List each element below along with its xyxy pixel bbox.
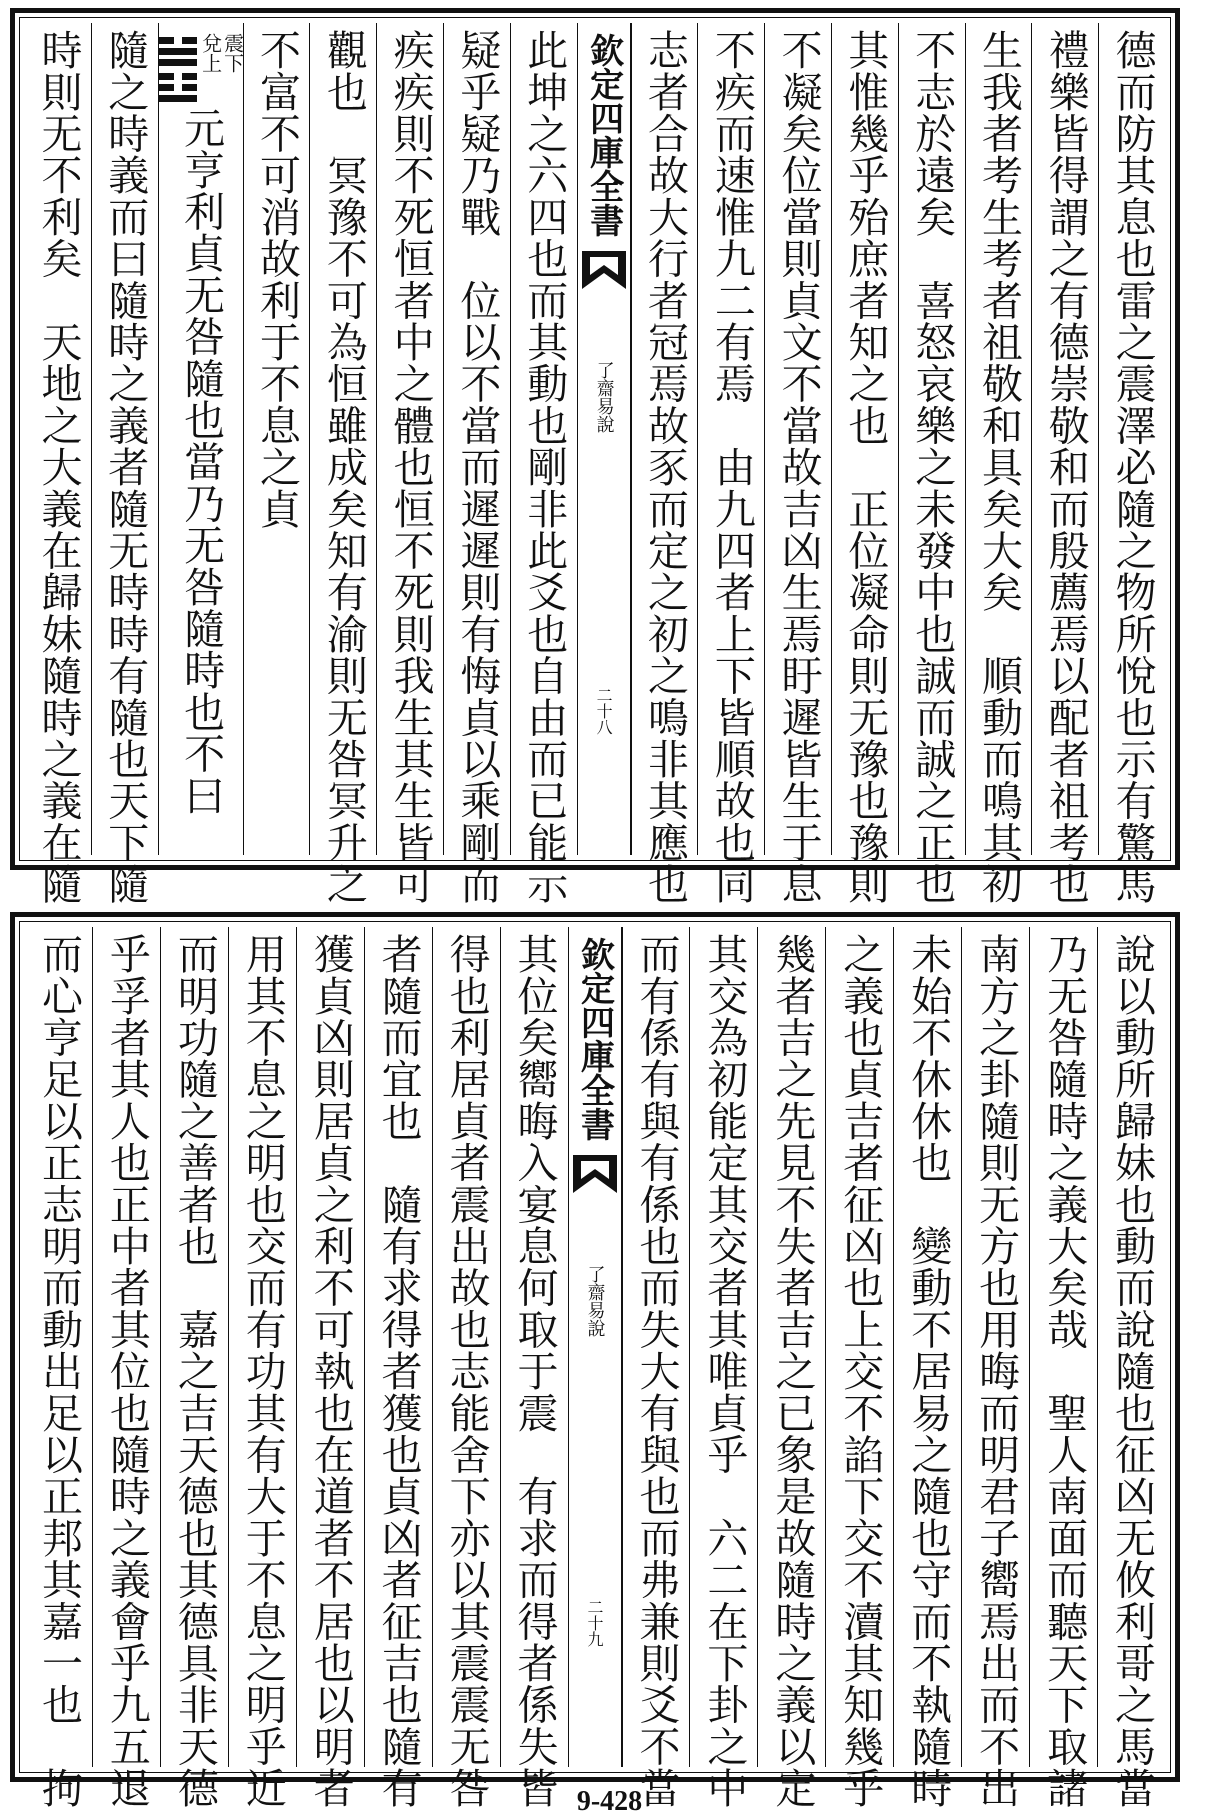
hexagram-text: 元亨利貞无咎隨也當乃无咎隨時也不曰 xyxy=(177,107,226,816)
text-column: 時則无不利矣 天地之大義在歸妹隨時之義在隨 xyxy=(34,29,83,905)
text-column: 不富不可消故利于不息之貞 xyxy=(243,23,310,855)
text-column: 其惟幾乎殆庶者知之也 正位凝命則无豫也豫則 xyxy=(831,23,898,855)
fish-tail-mark-icon xyxy=(573,1155,617,1195)
text-column: 幾者吉之先見不失者吉之已象是故隨時之義以定 xyxy=(757,927,825,1767)
text-column: 不凝矣位當則貞文不當故吉凶生焉盱遲皆生于息 xyxy=(764,23,831,855)
text-column: 疑乎疑乃戰 位以不當而遲遲則有悔貞以乘剛而 xyxy=(443,23,510,855)
text-column: 觀也 冥豫不可為恒雖成矣知有渝則无咎冥升之 xyxy=(309,23,376,855)
text-column: 志者合故大行者冠焉故豕而定之初之鳴非其應也 xyxy=(631,23,698,855)
trigram-labels xyxy=(198,33,245,73)
source-title: 了齋易說 xyxy=(593,361,615,433)
text-column: 獲貞凶則居貞之利不可執也在道者不居也以明者 xyxy=(296,927,364,1767)
hexagram-sui-icon xyxy=(159,37,197,103)
text-column: 而明功隨之善者也 嘉之吉天德也其德具非天德 xyxy=(160,927,228,1767)
page-number: 二十九 xyxy=(585,1599,604,1647)
hexagram-column xyxy=(158,23,243,855)
text-column: 乃无咎隨時之義大矣哉 聖人南面而聽天下取諸 xyxy=(1029,927,1097,1767)
text-column: 乎孚者其人也正中者其位也隨時之義會乎九五退 xyxy=(92,927,160,1767)
text-column: 而有係有與有係也而失大有與也而弗兼則爻不當 xyxy=(622,927,690,1767)
center-gutter xyxy=(577,23,631,855)
volume-page-number: 9-428 xyxy=(576,1786,643,1817)
center-gutter xyxy=(568,927,622,1767)
text-column: 得也利居貞者震出故也志能舍下亦以其震震无咎 xyxy=(432,927,500,1767)
source-title: 了齋易說 xyxy=(584,1265,606,1337)
text-column: 用其不息之明也交而有功其有大于不息之明乎近 xyxy=(228,927,296,1767)
text-column: 隨之時義而曰隨時之義者隨无時時有隨也天下隨 xyxy=(91,23,158,855)
text-column: 者隨而宜也 隨有求得者獲也貞凶者征吉也隨有 xyxy=(364,927,432,1767)
text-column: 而心亨足以正志明而動出足以正邦其嘉一也 拘 xyxy=(34,933,83,1809)
trigram-upper: 兌上 xyxy=(198,33,223,73)
text-column: 其位矣嚮晦入宴息何取于震 有求而得者係失皆 xyxy=(500,927,568,1767)
page-number: 二十八 xyxy=(594,687,614,735)
text-column: 之義也貞吉者征凶也上交不諂下交不瀆其知幾乎 xyxy=(825,927,893,1767)
text-column: 不志於遠矣 喜怒哀樂之未發中也誠而誠之正也 xyxy=(898,23,965,855)
library-title: 欽定四庫全書 xyxy=(574,937,615,1141)
text-column: 此坤之六四也而其動也剛非此爻也自由而已能示 xyxy=(510,23,577,855)
trigram-lower: 震下 xyxy=(220,33,245,73)
text-column: 不疾而速惟九二有焉 由九四者上下皆順故也同 xyxy=(697,23,764,855)
text-column: 德而防其息也雷之震澤必隨之物所悅也示有驚馬 xyxy=(1098,23,1165,855)
fish-tail-mark-icon xyxy=(582,251,626,291)
text-column: 說以動所歸妹也動而說隨也征凶无攸利哥之馬當 xyxy=(1097,927,1165,1767)
text-column: 其交為初能定其交者其唯貞乎 六二在下卦之中 xyxy=(689,927,757,1767)
text-column: 南方之卦隨則无方也用晦而明君子嚮焉出而不出 xyxy=(961,927,1029,1767)
text-column: 禮樂皆得謂之有德崇敬和而殷薦焉以配者祖考也 xyxy=(1031,23,1098,855)
top-page xyxy=(10,8,1180,905)
text-column: 生我者考生考者祖敬和具矣大矣 順動而鳴其初 xyxy=(965,23,1032,855)
text-column: 疾疾則不死恒者中之體也恒不死則我生其生皆可 xyxy=(376,23,443,855)
library-title: 欽定四庫全書 xyxy=(583,33,624,237)
text-column: 未始不休休也 變動不居易之隨也守而不執隨時 xyxy=(893,927,961,1767)
